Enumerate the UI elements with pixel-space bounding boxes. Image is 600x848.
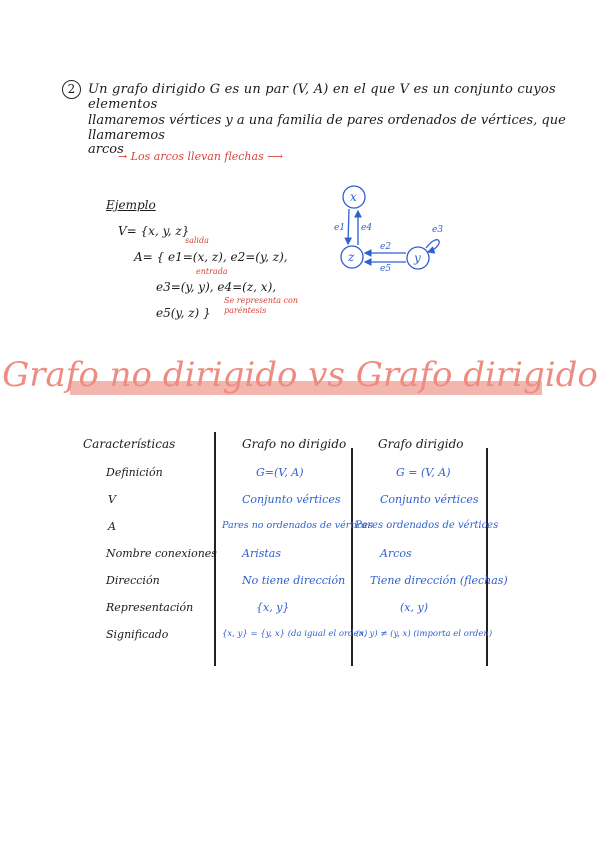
cell-directed-definition: G = (V, A) <box>396 466 451 479</box>
row-label-connections: Nombre conexiones <box>106 547 217 560</box>
example-title: Ejemplo <box>106 198 156 212</box>
arc-set-line-3: e5(y, z) } <box>156 306 211 320</box>
row-label-direction: Dirección <box>106 574 160 587</box>
edge-label-e2: e2 <box>380 242 392 252</box>
row-label-v: V <box>108 493 116 506</box>
note-salida: salida <box>185 236 209 245</box>
note-parentesis: Se representa con paréntesis <box>224 296 298 315</box>
edge-label-e1: e1 <box>334 223 346 233</box>
vertex-set: V= {x, y, z} <box>118 224 190 238</box>
cell-directed-connections: Arcos <box>380 547 412 560</box>
row-label-a: A <box>108 520 116 533</box>
node-label-y: y <box>414 251 421 265</box>
arc-set-line-2: e3=(y, y), e4=(z, x), <box>156 280 277 294</box>
cell-undirected-definition: G=(V, A) <box>256 466 304 479</box>
definition-line-2: llamaremos vértices y a una familia de pares ordenados de vértices, que llamaremos <box>88 113 566 143</box>
cell-undirected-direction: No tiene dirección <box>242 574 346 587</box>
cell-undirected-meaning: {x, y} = {y, x} (da igual el orden) <box>222 629 368 639</box>
item-number: 2 <box>62 80 81 99</box>
edge-label-e3: e3 <box>432 225 444 235</box>
header-directed: Grafo dirigido <box>378 437 464 451</box>
row-label-definition: Definición <box>106 466 163 479</box>
arrow-icon: → <box>118 150 131 163</box>
arc-set-line-1: A= { e1=(x, z), e2=(y, z), <box>134 250 288 264</box>
definition-line-1: Un grafo dirigido G es un par (V, A) en el que V es un conjunto cuyos elementos <box>88 82 556 112</box>
edge-e3 <box>426 240 439 252</box>
cell-directed-v: Conjunto vértices <box>380 493 479 506</box>
edge-label-e4: e4 <box>361 223 373 233</box>
directed-graph <box>330 180 450 280</box>
edge-label-e5: e5 <box>380 264 392 274</box>
cell-directed-meaning: (x, y) ≠ (y, x) (importa el orden) <box>356 629 493 639</box>
header-undirected: Grafo no dirigido <box>242 437 347 451</box>
arcs-annotation: → Los arcos llevan flechas ⟶ <box>118 150 284 163</box>
cell-undirected-representation: {x, y} <box>256 601 290 614</box>
banner-title: Grafo no dirigido vs Grafo dirigido <box>2 355 598 395</box>
cell-undirected-connections: Aristas <box>242 547 281 560</box>
cell-undirected-v: Conjunto vértices <box>242 493 341 506</box>
edge-e1 <box>348 209 349 244</box>
row-label-representation: Representación <box>106 601 194 614</box>
node-label-x: x <box>350 190 357 204</box>
row-label-meaning: Significado <box>106 628 169 641</box>
note-entrada: entrada <box>196 267 228 276</box>
cell-undirected-a: Pares no ordenados de vértices <box>222 520 373 531</box>
definition-line-3: arcos <box>88 142 124 157</box>
header-characteristics: Características <box>83 437 176 451</box>
cell-directed-direction: Tiene dirección (flechas) <box>370 574 508 587</box>
node-label-z: z <box>348 250 355 264</box>
cell-directed-representation: (x, y) <box>400 601 428 614</box>
arrow-icon: ⟶ <box>263 150 284 163</box>
cell-directed-a: Pares ordenados de vértices <box>355 520 499 531</box>
